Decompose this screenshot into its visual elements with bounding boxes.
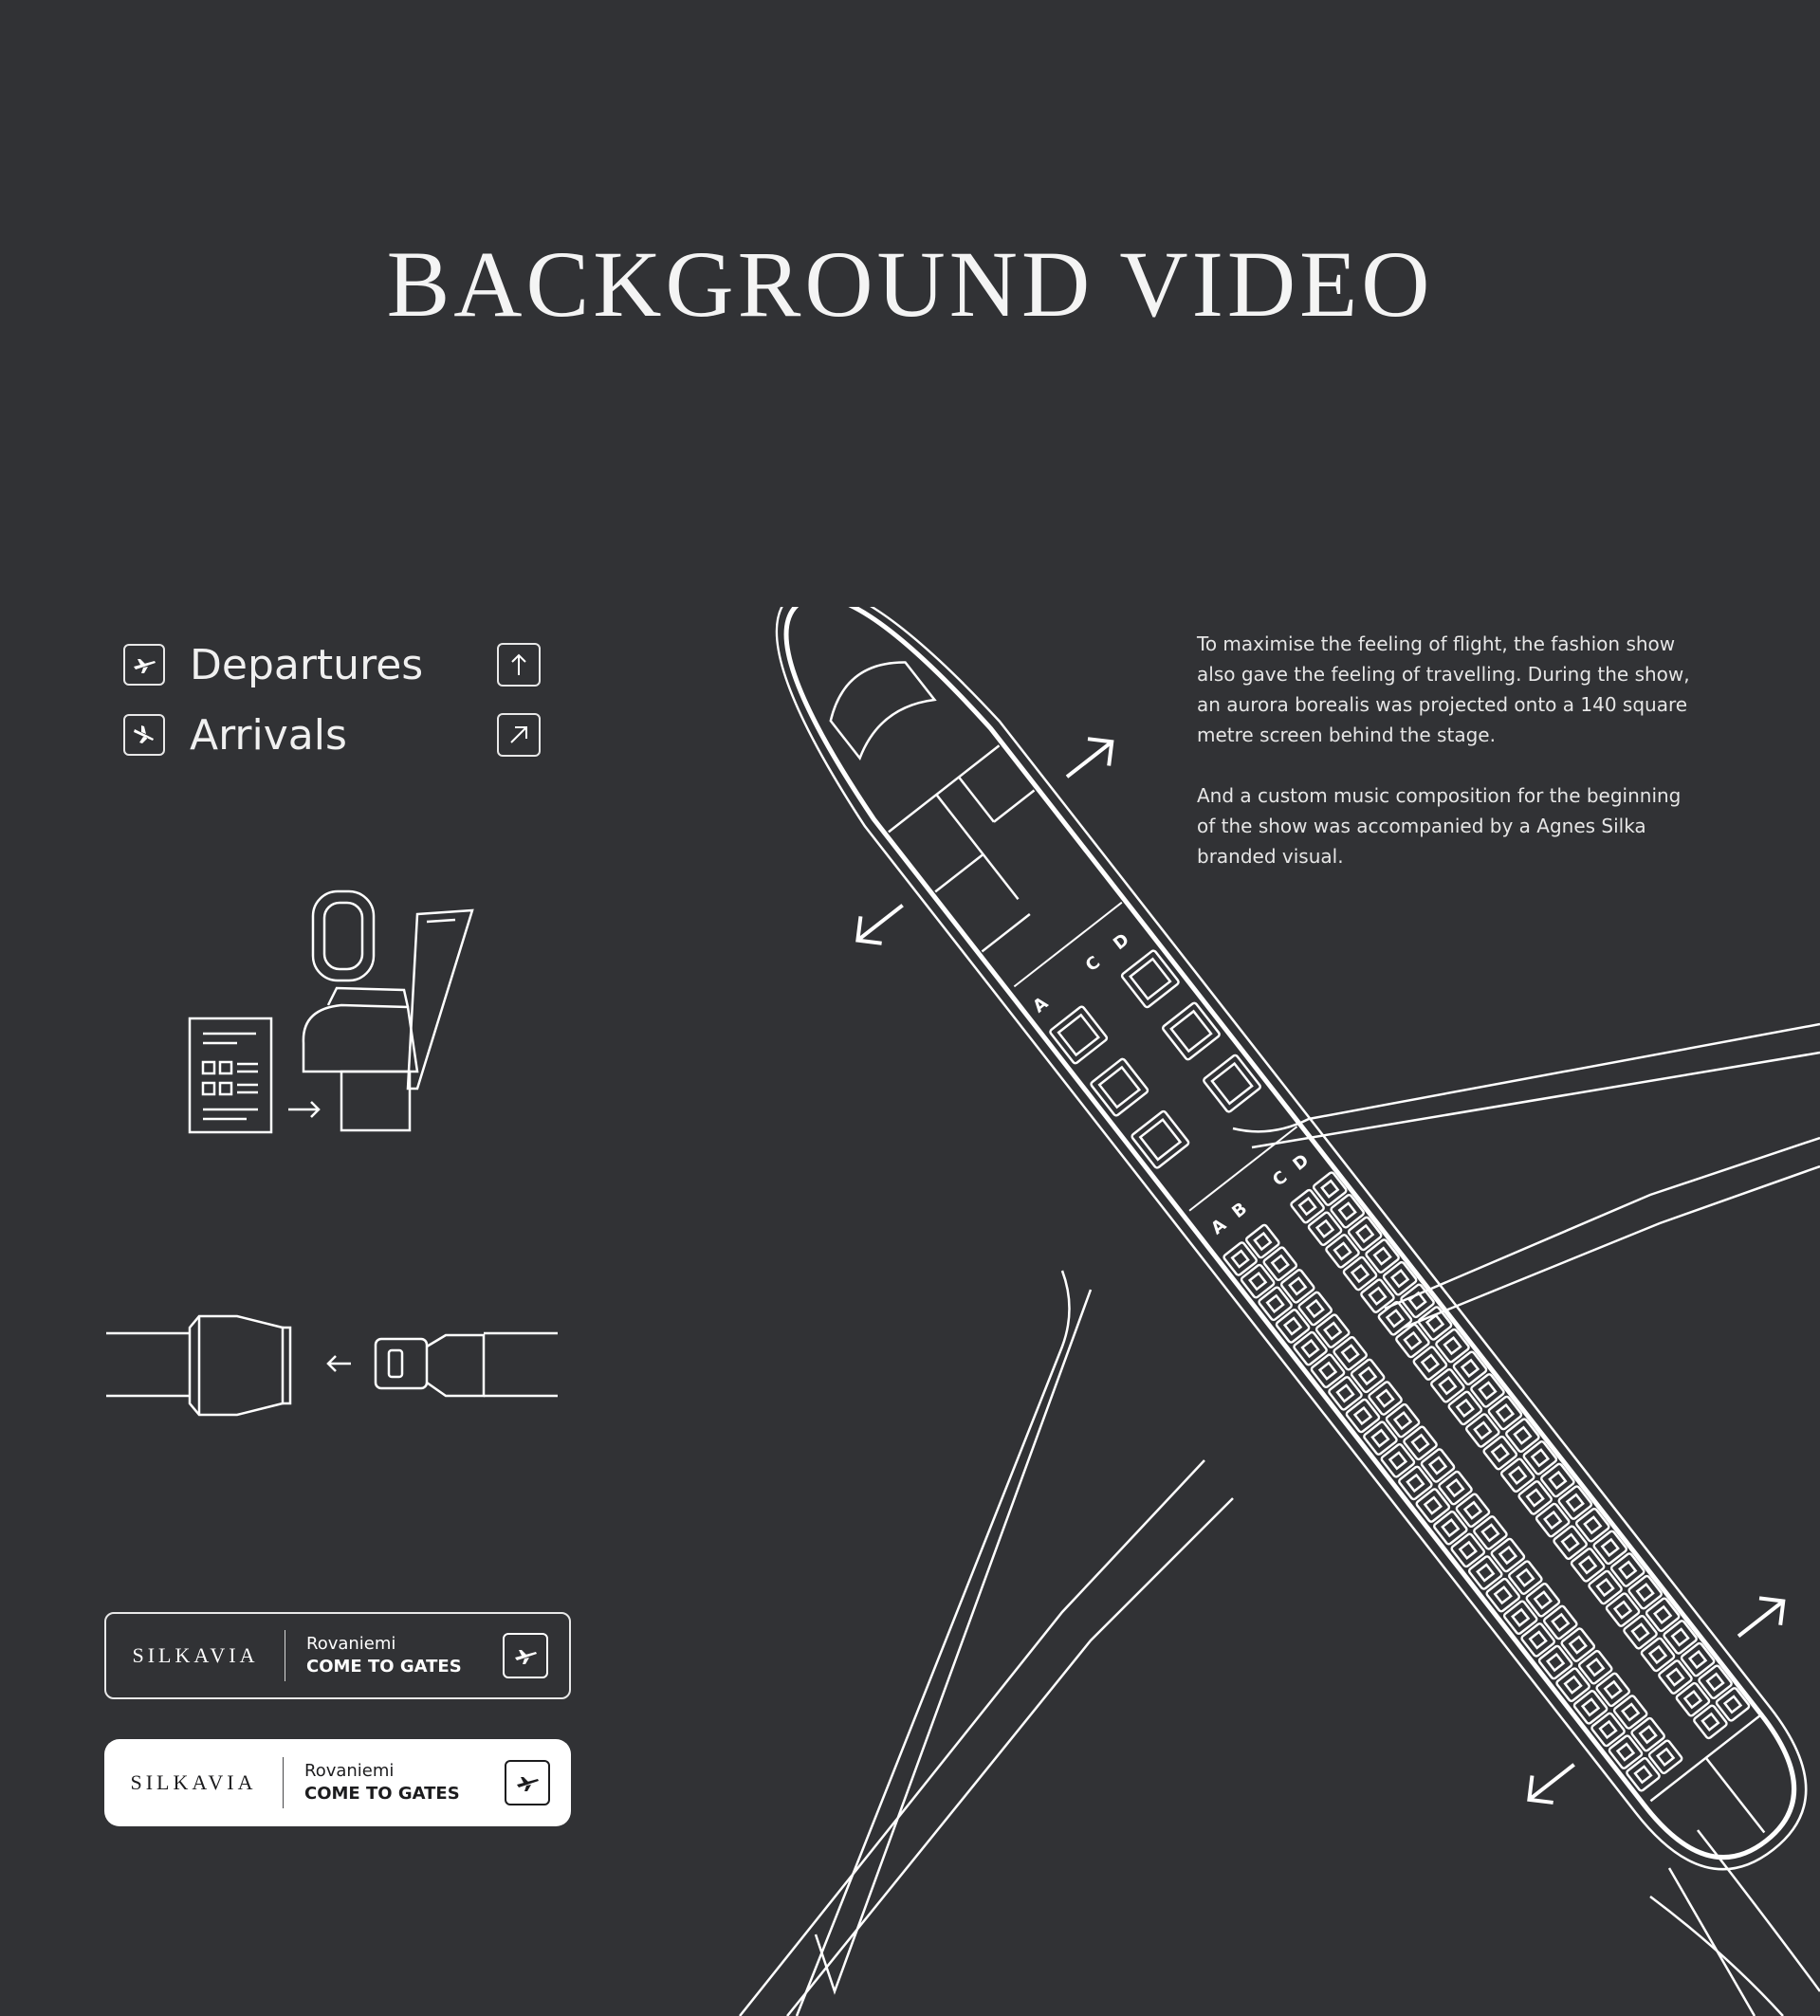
seat-cushion (1585, 1517, 1601, 1533)
seat-cushion (1444, 1338, 1461, 1354)
seat-cushion (1620, 1562, 1636, 1578)
seat-cushion (1532, 1450, 1548, 1466)
seat-cushion (1513, 1609, 1529, 1625)
seat-cushion (1515, 1427, 1531, 1443)
seat-cushion (1650, 1646, 1666, 1662)
seat-cushion (1360, 1367, 1376, 1384)
seat-cushion (1517, 1569, 1534, 1585)
exit-arrow-icon (847, 891, 912, 953)
seat-cushion (1337, 1385, 1353, 1402)
seat-cushion (1672, 1629, 1688, 1645)
exit-arrow-icon (1518, 1751, 1584, 1813)
seat-cushion (1658, 1749, 1674, 1765)
seat-cushion (1272, 1255, 1288, 1272)
exit-arrow-icon (1057, 728, 1122, 790)
seat-cushion (1553, 1615, 1569, 1631)
seat-cushion (1580, 1557, 1596, 1573)
sign-city: Rovaniemi (306, 1634, 396, 1654)
seat-cushion (1597, 1580, 1613, 1596)
seat-cushion (1372, 1430, 1388, 1446)
seat-letter: D (1289, 1150, 1314, 1175)
description-paragraph-2: And a custom music composition for the beginning of the show was accompanied by a Agnes Silka branded visual. (1197, 784, 1682, 868)
seat-cushion (1395, 1413, 1411, 1429)
sign-info (304, 1760, 505, 1805)
seat-cushion (1058, 1015, 1098, 1054)
seat-cushion (1460, 1542, 1476, 1558)
seat-cushion (1140, 1120, 1180, 1160)
sign-city: Rovaniemi (304, 1761, 395, 1781)
seat-cushion (1637, 1585, 1653, 1601)
seat-cushion (1655, 1606, 1671, 1622)
seat-cushion (1422, 1355, 1438, 1371)
seat-cushion (1389, 1453, 1406, 1469)
seat-cushion (1322, 1181, 1338, 1197)
seat-cushion (1600, 1722, 1616, 1738)
seat-letter: A (1207, 1215, 1231, 1239)
seat-cushion (1602, 1539, 1618, 1555)
seat-letter: D (1109, 929, 1133, 955)
seat-cushion (1425, 1497, 1441, 1513)
arrow-up-icon (497, 643, 541, 687)
seat-cushion (1440, 1378, 1456, 1394)
seat-cushion (1567, 1494, 1583, 1511)
seat-cushion (1255, 1234, 1271, 1250)
seat-cushion (1702, 1714, 1719, 1730)
seat-cushion (1588, 1659, 1604, 1676)
arrow-up-right-icon (497, 713, 541, 757)
plane-arrival-icon (123, 714, 165, 756)
seat-cushion (1320, 1363, 1336, 1379)
seat-cushion (1412, 1435, 1428, 1451)
seat-cushion (1388, 1310, 1404, 1327)
seat-cushion (1325, 1323, 1341, 1339)
seat-cushion (1640, 1727, 1656, 1743)
brand-logo: SILKAVIA (130, 1770, 257, 1794)
seat-cushion (1339, 1203, 1355, 1219)
seat-cushion (1374, 1248, 1390, 1264)
seat-cushion (1392, 1271, 1408, 1287)
seat-cushion (1342, 1346, 1358, 1362)
seat-cushion (1377, 1390, 1393, 1406)
plane-departure-icon (123, 644, 165, 686)
seat-letter: C (1081, 952, 1105, 977)
seat-letter: B (1228, 1199, 1252, 1223)
seat-cushion (1583, 1699, 1599, 1715)
seat-cushion (1527, 1490, 1543, 1506)
seat-cushion (1212, 1064, 1252, 1104)
seat-cushion (1667, 1669, 1683, 1685)
seat-cushion (1370, 1288, 1386, 1304)
seatbelt-icon (104, 1309, 560, 1422)
seat-cushion (1290, 1278, 1306, 1294)
seat-cushion (1334, 1243, 1351, 1259)
sign-info (306, 1633, 503, 1678)
seat-cushion (1352, 1266, 1369, 1282)
seat-letter: A (1029, 993, 1053, 1017)
seat-cushion (1407, 1475, 1424, 1492)
seat-cushion (1232, 1251, 1248, 1267)
seat-illustration-icon (180, 882, 484, 1138)
seat-cushion (1570, 1637, 1586, 1653)
seat-cushion (1690, 1652, 1706, 1668)
seat-cushion (1548, 1655, 1564, 1671)
seat-cushion (1530, 1632, 1546, 1648)
seat-cushion (1131, 959, 1170, 999)
seat-cushion (1499, 1548, 1516, 1564)
brand-logo: SILKAVIA (132, 1643, 259, 1667)
seat-cushion (1562, 1534, 1578, 1550)
seat-cushion (1307, 1301, 1323, 1317)
seat-cushion (1510, 1467, 1526, 1483)
seat-cushion (1535, 1592, 1551, 1608)
exit-arrow-icon (1728, 1587, 1793, 1649)
gate-sign-dark[interactable] (104, 1612, 571, 1699)
seat-cushion (1492, 1445, 1508, 1461)
seat-cushion (1545, 1512, 1561, 1529)
seat-cushion (1685, 1692, 1701, 1708)
seat-cushion (1299, 1199, 1315, 1215)
sign-cta: COME TO GATES (304, 1784, 460, 1804)
seat-cushion (1480, 1383, 1496, 1399)
arrivals-label: Arrivals (190, 710, 347, 760)
seat-cushion (1498, 1405, 1514, 1421)
sign-cta: COME TO GATES (306, 1657, 462, 1677)
seat-cushion (1302, 1341, 1318, 1357)
seat-cushion (1618, 1744, 1634, 1760)
seat-cushion (1707, 1674, 1723, 1690)
sign-divider (283, 1757, 284, 1808)
plane-icon (503, 1633, 548, 1678)
seat-cushion (1725, 1696, 1741, 1713)
description-paragraph-1: To maximise the feeling of flight, the fashion show also gave the feeling of travelling. During the show, an aurora borealis was projected onto a 140 square metre screen behind the stage. (1197, 632, 1690, 746)
seat-cushion (1635, 1767, 1651, 1783)
seat-cushion (1443, 1520, 1459, 1536)
seat-cushion (1317, 1220, 1333, 1237)
gate-sign-light[interactable] (104, 1739, 571, 1826)
seat-cushion (1171, 1011, 1211, 1051)
arrivals-row[interactable] (123, 711, 541, 759)
seat-cushion (1565, 1677, 1581, 1693)
seat-cushion (1457, 1400, 1473, 1416)
seat-cushion (1605, 1681, 1621, 1697)
seat-cushion (1405, 1333, 1421, 1349)
seat-cushion (1615, 1602, 1631, 1618)
seat-cushion (1462, 1360, 1479, 1376)
seat-cushion (1623, 1704, 1639, 1720)
seat-cushion (1465, 1502, 1481, 1518)
seat-letter: C (1269, 1166, 1292, 1191)
seat-cushion (1495, 1587, 1511, 1604)
seat-cushion (1099, 1068, 1139, 1108)
plane-icon (505, 1760, 550, 1805)
seat-cushion (1430, 1457, 1446, 1474)
seat-cushion (1355, 1408, 1371, 1424)
seat-cushion (1478, 1565, 1494, 1581)
seat-cushion (1250, 1274, 1266, 1290)
page-title: BACKGROUND VIDEO (386, 231, 1434, 337)
departures-label: Departures (190, 640, 424, 689)
seat-cushion (1632, 1624, 1648, 1640)
seat-cushion (1447, 1480, 1463, 1496)
departures-row[interactable] (123, 641, 541, 688)
seat-cushion (1285, 1318, 1301, 1334)
seat-cushion (1550, 1473, 1566, 1489)
aircraft-seatmap-illustration (702, 607, 1820, 2016)
seat-cushion (1357, 1226, 1373, 1242)
seat-cushion (1475, 1422, 1491, 1439)
seat-cushion (1482, 1525, 1498, 1541)
seat-cushion (1267, 1295, 1283, 1311)
